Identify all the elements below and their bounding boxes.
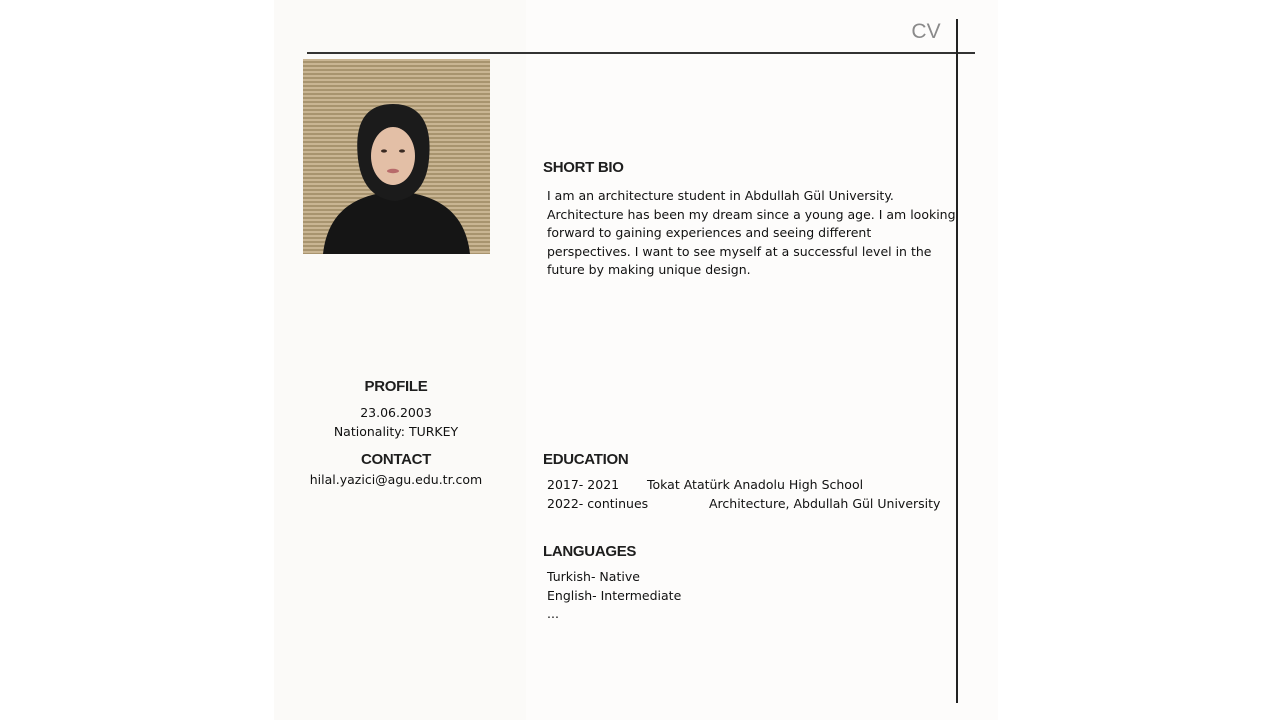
nationality: Nationality: TURKEY [333, 424, 459, 439]
education-school: Tokat Atatürk Anadolu High School [647, 477, 864, 492]
language-item: Turkish- Native [547, 569, 640, 584]
bio-line: forward to gaining experiences and seeing different [547, 225, 872, 240]
bio-line: future by making unique design. [547, 262, 751, 277]
profile-heading: PROFILE [364, 378, 428, 395]
bio-line: perspectives. I want to see myself at a successful level in the [547, 243, 932, 259]
languages-heading: LANGUAGES [543, 543, 637, 560]
education-heading: EDUCATION [543, 451, 629, 468]
header-divider [307, 52, 975, 54]
education-school: Architecture, Abdullah Gül University [709, 496, 941, 511]
education-years: 2022- continues [547, 496, 649, 511]
right-divider [956, 19, 958, 703]
profile-photo [303, 59, 490, 254]
language-item: English- Intermediate [547, 588, 682, 603]
bio-line: Architecture has been my dream since a young age. I am looking [547, 206, 956, 222]
email-link[interactable]: hilal.yazici@agu.edu.tr.com [309, 472, 483, 487]
birth-date: 23.06.2003 [360, 405, 432, 420]
education-years: 2017- 2021 [547, 477, 620, 492]
bio-line: I am an architecture student in Abdullah Gül University. [547, 188, 894, 203]
language-item: ... [547, 606, 559, 621]
contact-heading: CONTACT [360, 451, 432, 468]
cv-title: CV [911, 20, 941, 43]
short-bio-text [547, 187, 956, 280]
portrait-illustration [303, 59, 490, 254]
short-bio-heading: SHORT BIO [543, 159, 624, 176]
